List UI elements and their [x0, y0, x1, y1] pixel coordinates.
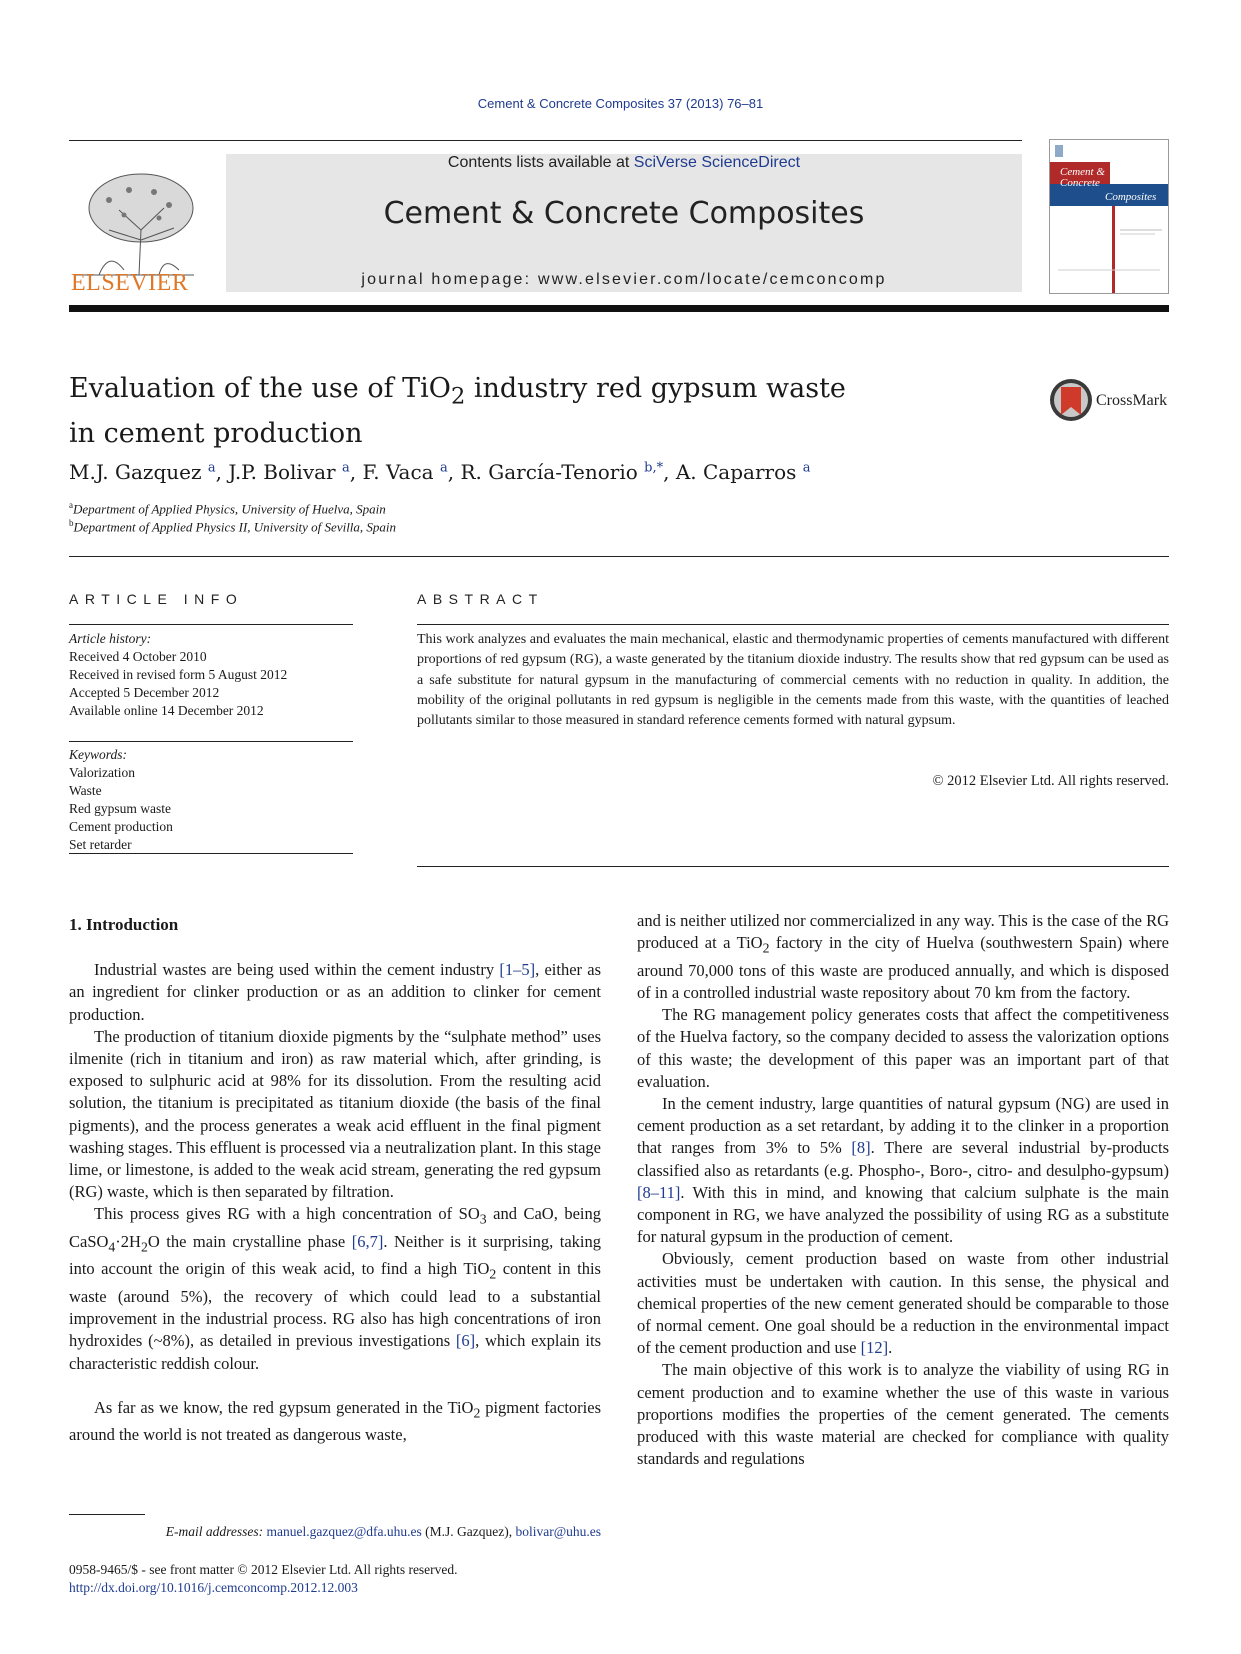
front-matter-info: [69, 1561, 458, 1597]
keywords-rule: [69, 741, 353, 742]
paragraph: Industrial wastes are being used within the cement industry [1–5], either as an ingredient for clinker production or as an addition to clinker for cement production.: [69, 960, 601, 1024]
journal-cover-thumbnail[interactable]: [1049, 139, 1169, 294]
article-title: Evaluation of the use of TiO$_2$ industry red gypsum waste in cement production: [69, 373, 846, 450]
sciencedirect-link[interactable]: SciVerse ScienceDirect: [633, 154, 801, 171]
masthead-thick-rule: [69, 305, 1169, 312]
header-rule: [69, 140, 1022, 141]
paragraph: Obviously, cement production based on waste from other industrial activities must be undertaken with caution. In this sense, the physical and chemical properties of the new cement generated should be comparable to those of normal cement. One goal should be a reduction in the environmental impact of the cement production and use [12].: [637, 1249, 1169, 1358]
history-online: Available online 14 December 2012: [69, 703, 264, 718]
affiliation-b: $^b$Department of Applied Physics II, University of Sevilla, Spain: [69, 518, 397, 535]
issn-line: 0958-9465/$ - see front matter © 2012 Elsevier Ltd. All rights reserved.: [69, 1562, 458, 1577]
history-label: Article history:: [69, 631, 152, 646]
history-revised: Received in revised form 5 August 2012: [69, 667, 288, 682]
paragraph: and is neither utilized nor commercialized in any way. This is the case of the RG produced at a TiO$_2$ factory in the city of Huelva (southwestern Spain) where around 70,000 tons of this waste are produced annually, and which is disposed of in a controlled industrial waste repository about 70 km from the factory.: [637, 911, 1169, 1002]
keyword: Waste: [69, 783, 102, 798]
journal-homepage[interactable]: journal homepage: www.elsevier.com/locate/cemconcomp: [361, 271, 887, 288]
body-column-left: [69, 914, 601, 1446]
author-list: M.J. Gazquez $^a$, J.P. Bolivar $^a$, F. Vaca $^a$, R. García-Tenorio $^{b,*}$, A. Caparros $^a$: [69, 460, 811, 484]
citation-link[interactable]: [8]: [851, 1138, 871, 1158]
contents-line: [226, 154, 1022, 172]
author[interactable]: M.J. Gazquez $^a$: [69, 460, 216, 484]
body-column-right: [637, 910, 1169, 1470]
abstract-text: This work analyzes and evaluates the main mechanical, elastic and thermodynamic properties of cements manufactured with different proportions of red gypsum (RG), a waste generated by the titanium dioxide industry. The results show that red gypsum can be used as a safe substitute for natural gypsum in the manufacturing of commercial cements with no reduction in quality. In addition, the mobility of the original pollutants in red gypsum is negligible in the cements made from this waste, with the quantities of leached pollutants similar to those measured in standard reference cements formed with natural gypsum.: [417, 632, 1169, 729]
email-footnote: E-mail addresses: manuel.gazquez@dfa.uhu.es (M.J. Gazquez), bolivar@uhu.es: [165, 1524, 601, 1539]
abstract-rule: [417, 624, 1169, 625]
keyword: Set retarder: [69, 837, 132, 852]
paragraph: This process gives RG with a high concentration of $SO_3$ and CaO, being $CaSO_4\cdot 2H_2O$ the main crystalline phase [6,7]. Neither is it surprising, taking into account the origin of this weak acid, to find a high TiO$_2$ content in this waste (around 5%), the recovery of which could lead to a substantial improvement in the industrial process. RG also has high concentrations of iron hydroxides (~8%), as detailed in previous investigations [6], which explain its characteristic reddish colour.: [69, 1204, 601, 1373]
paragraph: In the cement industry, large quantities of natural gypsum (NG) are used in cement production as a set retardant, by adding it to the clinker in a proportion that ranges from 3% to 5% [8]. There are several industrial by-products classified also as retardants (e.g. Phospho-, Boro-, citro- and desulpho-gypsum) [8–11]. With this in mind, and knowing that calcium sulphate is the main component in RG, we have analyzed the possibility of using RG as a substitute for natural gypsum in the production of cement.: [637, 1093, 1169, 1247]
article-info-rule: [69, 624, 353, 625]
footnote-rule: [69, 1514, 145, 1515]
citation-link[interactable]: [6]: [455, 1331, 476, 1351]
paragraph: The production of titanium dioxide pigments by the “sulphate method” uses ilmenite (rich in titanium and iron) as raw material which, after grinding, is exposed to sulphuric acid at 98% for its dissolution. From the resulting acid solution, the titanium is precipitated as titanium dioxide (the basis of the final pigments), and the process generates a weak acid effluent in the final pigment washing stages. This effluent is processed via a neutralization plant. In this stage lime, or limestone, is added to the weak acid stream, generating the red gypsum (RG) waste, which is then separated by filtration.: [69, 1026, 601, 1202]
abstract-copyright: © 2012 Elsevier Ltd. All rights reserved.: [932, 773, 1169, 789]
citation-link[interactable]: [1–5]: [499, 960, 536, 980]
history-received: Received 4 October 2010: [69, 649, 207, 664]
contents-prefix: Contents lists available at: [447, 154, 634, 171]
citation-link[interactable]: [6,7]: [351, 1231, 384, 1251]
author[interactable]: J.P. Bolivar $^a$: [228, 460, 350, 484]
paragraph: As far as we know, the red gypsum generated in the TiO$_2$ pigment factories around the world is not treated as dangerous waste,: [69, 1397, 601, 1445]
author[interactable]: F. Vaca $^a$: [362, 460, 448, 484]
email-link[interactable]: manuel.gazquez@dfa.uhu.es: [266, 1524, 422, 1539]
history-accepted: Accepted 5 December 2012: [69, 685, 220, 700]
paragraph: The RG management policy generates costs that affect the competitiveness of the Huelva factory, so the company decided to assess the valorization options of this waste; the development of this paper was an important part of that evaluation.: [637, 1005, 1169, 1091]
crossmark-icon[interactable]: [1048, 377, 1094, 423]
title-block-rule: [69, 556, 1169, 557]
affiliation-a: $^a$Department of Applied Physics, University of Huelva, Spain: [69, 500, 386, 517]
email-link[interactable]: bolivar@uhu.es: [515, 1524, 601, 1539]
author[interactable]: A. Caparros $^a$: [675, 460, 811, 484]
article-history: [69, 630, 353, 720]
keyword: Red gypsum waste: [69, 801, 171, 816]
journal-citation[interactable]: Cement & Concrete Composites 37 (2013) 76–81: [477, 96, 764, 111]
article-info-heading: ARTICLE INFO: [69, 591, 244, 607]
keywords: [69, 746, 353, 854]
section-heading-introduction: 1. Introduction: [69, 915, 179, 934]
citation-link[interactable]: [8–11]: [637, 1182, 681, 1202]
cover-title-line1: Cement &: [1060, 166, 1105, 178]
abstract-bottom-rule: [417, 866, 1169, 867]
doi-link[interactable]: http://dx.doi.org/10.1016/j.cemconcomp.2012.12.003: [69, 1580, 358, 1595]
abstract-heading: ABSTRACT: [417, 591, 544, 607]
keyword: Valorization: [69, 765, 135, 780]
cover-title-line2: Concrete: [1060, 177, 1100, 189]
citation-link[interactable]: [12]: [860, 1338, 889, 1358]
journal-title: Cement & Concrete Composites: [383, 196, 865, 231]
crossmark-label[interactable]: CrossMark: [1096, 392, 1168, 409]
cover-title-line3: Composites: [1105, 191, 1157, 203]
elsevier-wordmark[interactable]: ELSEVIER: [71, 270, 189, 296]
keyword: Cement production: [69, 819, 173, 834]
paragraph: The main objective of this work is to analyze the viability of using RG in cement production and to examine whether the use of this waste in various proportions modifies the properties of the cement generated. The cements produced with this waste material are checked for compliance with quality standards and regulations: [637, 1360, 1169, 1469]
author[interactable]: R. García-Tenorio $^{b,*}$: [460, 460, 664, 484]
info-bottom-rule: [69, 853, 353, 854]
keywords-label: Keywords:: [69, 747, 127, 762]
